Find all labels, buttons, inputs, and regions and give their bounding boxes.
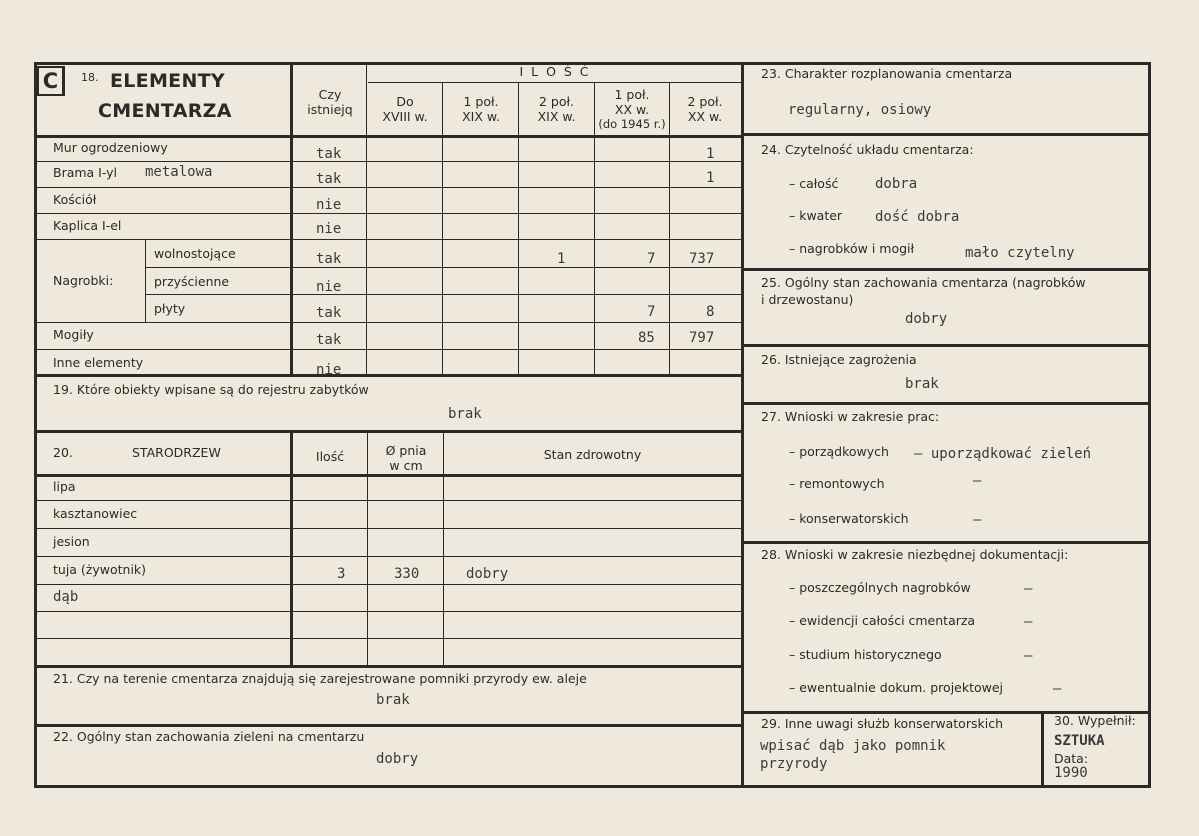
- row-line: [36, 349, 742, 350]
- czy-value: tak: [316, 305, 342, 321]
- period-header-1a: Do: [396, 94, 414, 109]
- q28-item-answer: –: [1024, 648, 1033, 664]
- section-title-line1: ELEMENTY: [110, 70, 225, 92]
- divider: [36, 665, 742, 668]
- count-value: 85: [638, 330, 655, 346]
- czy-value: tak: [316, 251, 342, 267]
- divider: [367, 432, 368, 666]
- divider: [145, 239, 146, 322]
- row-line: [36, 556, 742, 557]
- q27-item-label: – remontowych: [789, 476, 885, 491]
- tree-name: jesion: [53, 534, 90, 549]
- period-header-3a: 2 poł.: [538, 94, 575, 109]
- tree-stan: dobry: [466, 566, 509, 582]
- main-divider: [741, 63, 744, 788]
- czy-header-1: Czy: [318, 87, 342, 102]
- czy-header-2: istniejq: [307, 102, 353, 117]
- row-label-kaplica: Kaplica I-el: [53, 218, 122, 233]
- q23-answer: regularny, osiowy: [788, 102, 932, 118]
- count-value: 1: [557, 251, 566, 267]
- czy-value: tak: [316, 332, 342, 348]
- period-header-2b: XIX w.: [462, 109, 500, 124]
- row-line: [36, 638, 742, 639]
- row-label-nagrobki: Nagrobki:: [53, 273, 114, 288]
- divider: [1041, 712, 1044, 788]
- q30-label: 30. Wypełnił:: [1054, 713, 1136, 728]
- q22-label: 22. Ogólny stan zachowania zieleni na cmentarzu: [53, 729, 365, 744]
- row-line: [145, 294, 742, 295]
- ilosc-header: I L O Ś Ć: [519, 64, 591, 79]
- q27-item-answer: –: [973, 512, 982, 528]
- q29-answer-1: wpisać dąb jako pomnik: [760, 738, 946, 754]
- tree-ilosc: 3: [337, 566, 346, 582]
- q29-label: 29. Inne uwagi służb konserwatorskich: [761, 716, 1003, 731]
- row-line: [36, 584, 742, 585]
- q27-item-label: – konserwatorskich: [789, 511, 909, 526]
- q24-label: 24. Czytelność układu cmentarza:: [761, 142, 974, 157]
- q20-pnia-header-1: Ø pnia: [385, 443, 427, 458]
- section-title-line2: CMENTARZA: [98, 100, 232, 122]
- q27-item-answer: –: [973, 473, 982, 489]
- divider: [743, 268, 1150, 271]
- divider: [36, 430, 742, 433]
- period-header-3b: XIX w.: [537, 109, 576, 124]
- q21-label: 21. Czy na terenie cmentarza znajdują się zarejestrowane pomniki przyrody ew. aleje: [53, 671, 587, 686]
- divider: [36, 374, 742, 377]
- count-value: 797: [689, 330, 715, 346]
- period-header-4c: (do 1945 r.): [598, 117, 666, 131]
- divider: [36, 724, 742, 727]
- divider: [36, 474, 742, 477]
- row-label-przyscienne: przyścienne: [154, 274, 230, 289]
- row-line: [36, 500, 742, 501]
- czy-value: nie: [316, 279, 342, 295]
- section-letter-box: C: [37, 66, 65, 96]
- row-line: [145, 267, 742, 268]
- q25-label-2: i drzewostanu): [761, 292, 854, 307]
- divider: [368, 82, 741, 83]
- q28-label: 28. Wnioski w zakresie niezbędnej dokumentacji:: [761, 547, 1069, 562]
- tree-pnia: 330: [394, 566, 420, 582]
- divider: [366, 63, 367, 375]
- q24-item-answer: dobra: [875, 176, 918, 192]
- divider: [743, 541, 1150, 544]
- q20-number: 20.: [53, 445, 73, 460]
- q23-label: 23. Charakter rozplanowania cmentarza: [761, 66, 1013, 81]
- q30-date: 1990: [1054, 765, 1088, 781]
- divider: [518, 82, 519, 375]
- row-label-wolnostojace: wolnostojące: [154, 246, 236, 261]
- q27-item-answer: – uporządkować zieleń: [914, 446, 1092, 462]
- row-label-mogily: Mogiły: [53, 327, 94, 342]
- q29-answer-2: przyrody: [760, 756, 828, 772]
- tree-name: dąb: [53, 589, 79, 605]
- q27-item-label: – porządkowych: [789, 444, 889, 459]
- q20-title: STARODRZEW: [132, 445, 221, 460]
- tree-name: lipa: [53, 479, 76, 494]
- divider: [743, 133, 1150, 136]
- q26-label: 26. Istniejące zagrożenia: [761, 352, 917, 367]
- q20-stan-header: Stan zdrowotny: [543, 447, 642, 462]
- row-line: [36, 528, 742, 529]
- divider: [290, 432, 293, 666]
- q28-item-answer: –: [1024, 581, 1033, 597]
- q22-answer: dobry: [376, 751, 419, 767]
- row-typed-brama: metalowa: [145, 164, 213, 180]
- q19-answer: brak: [448, 406, 482, 422]
- count-value: 7: [647, 304, 656, 320]
- divider: [743, 344, 1150, 347]
- row-label-inne: Inne elementy: [53, 355, 144, 370]
- section-number: 18.: [81, 71, 99, 84]
- q28-item-answer: –: [1024, 614, 1033, 630]
- q24-item-label: – kwater: [789, 208, 843, 223]
- count-value: 737: [689, 251, 715, 267]
- period-header-1b: XVIII w.: [382, 109, 428, 124]
- q28-item-label: – ewentualnie dokum. projektowej: [789, 680, 1004, 695]
- divider: [594, 82, 595, 375]
- count-value: 1: [706, 170, 715, 186]
- row-label-mur: Mur ogrodzeniowy: [53, 140, 168, 155]
- q24-item-answer: dość dobra: [875, 209, 960, 225]
- period-header-4a: 1 poł.: [614, 87, 650, 102]
- row-line: [36, 213, 742, 214]
- divider: [290, 63, 293, 375]
- czy-value: tak: [316, 171, 342, 187]
- divider: [442, 82, 443, 375]
- q28-item-answer: –: [1053, 681, 1062, 697]
- q25-label-1: 25. Ogólny stan zachowania cmentarza (nagrobków: [761, 275, 1086, 290]
- czy-value: tak: [316, 146, 342, 162]
- q24-item-label: – całość: [789, 176, 839, 191]
- row-line: [36, 611, 742, 612]
- divider: [443, 432, 444, 666]
- q24-item-label: – nagrobków i mogił: [789, 241, 915, 256]
- q24-item-answer: mało czytelny: [965, 245, 1075, 261]
- q25-answer: dobry: [905, 311, 948, 327]
- count-value: 1: [706, 146, 715, 162]
- q30-name: SZTUKA: [1054, 733, 1105, 749]
- row-line: [36, 322, 742, 323]
- period-header-5b: XX w.: [687, 109, 723, 124]
- row-line: [36, 239, 742, 240]
- czy-value: nie: [316, 221, 342, 237]
- period-header-5a: 2 poł.: [687, 94, 723, 109]
- period-header-2a: 1 poł.: [463, 94, 499, 109]
- count-value: 7: [647, 251, 656, 267]
- row-line: [36, 187, 742, 188]
- count-value: 8: [706, 304, 715, 320]
- row-label-brama: Brama I-yl: [53, 165, 118, 180]
- row-label-kosciol: Kościół: [53, 192, 97, 207]
- divider: [743, 402, 1150, 405]
- row-label-plyty: płyty: [154, 301, 186, 316]
- q30-date-label: Data:: [1054, 751, 1089, 766]
- q21-answer: brak: [376, 692, 410, 708]
- divider: [669, 82, 670, 375]
- row-line: [36, 161, 742, 162]
- period-header-4b: XX w.: [614, 102, 650, 117]
- czy-value: nie: [316, 197, 342, 213]
- q26-answer: brak: [905, 376, 939, 392]
- q28-item-label: – studium historycznego: [789, 647, 942, 662]
- q27-label: 27. Wnioski w zakresie prac:: [761, 409, 940, 424]
- tree-name: tuja (żywotnik): [53, 562, 147, 577]
- q20-pnia-header-2: w cm: [389, 458, 423, 473]
- czy-value: nie: [316, 362, 342, 378]
- q20-ilosc-header: Ilość: [315, 449, 345, 464]
- q28-item-label: – poszczególnych nagrobków: [789, 580, 971, 595]
- q19-label: 19. Które obiekty wpisane są do rejestru zabytków: [53, 382, 369, 397]
- q28-item-label: – ewidencji całości cmentarza: [789, 613, 976, 628]
- tree-name: kasztanowiec: [53, 506, 138, 521]
- divider: [36, 135, 742, 138]
